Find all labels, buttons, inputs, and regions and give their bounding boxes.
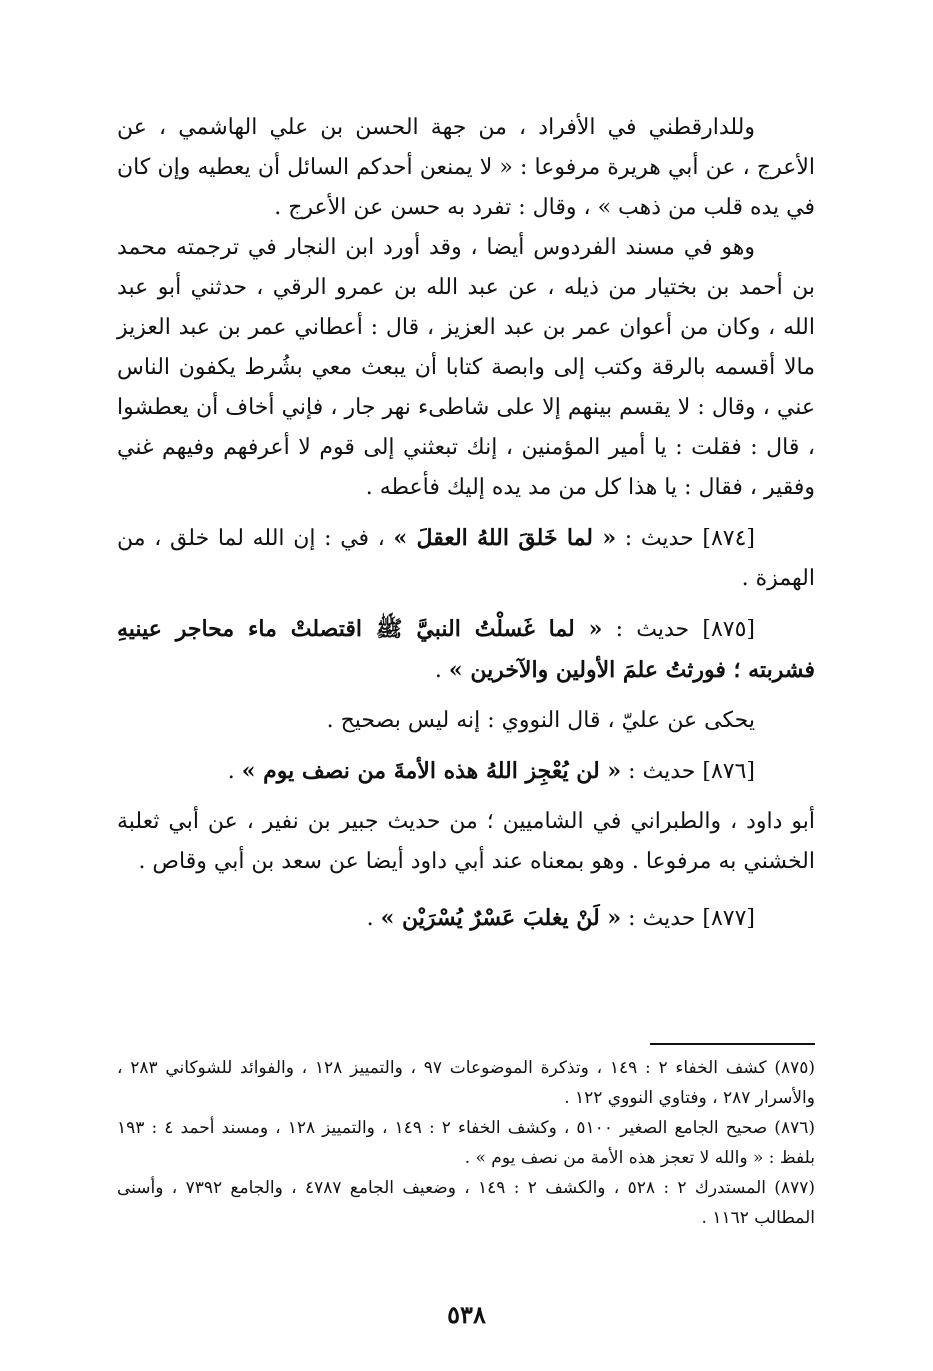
hadith-number: [٨٧٦] حديث : — [621, 759, 755, 784]
page-number: ٥٣٨ — [447, 1300, 486, 1329]
hadith-number: [٨٧٤] حديث : — [616, 526, 755, 551]
paragraph: وللدارقطني في الأفراد ، من جهة الحسن بن علي الهاشمي ، عن الأعرج ، عن أبي هريرة مرفوعا : « لا يمنعن أحدكم السائل أن يعطيه وإن كان في يده قلب من ذهب » ، وقال : تفرد به حسن عن الأعرج . — [117, 115, 815, 220]
hadith-quote: « لن يُعْجِز اللهُ هذه الأمةَ من نصف يوم » — [241, 758, 622, 784]
hadith-876 — [117, 751, 815, 792]
hadith-quote: « لما خَلقَ اللهُ العقلَ » — [393, 525, 617, 551]
hadith-877 — [117, 898, 815, 939]
paragraph: أبو داود ، والطبراني في الشاميين ؛ من حديث جبير بن نفير ، عن أبي ثعلبة الخشني به مرفوعا . وهو بمعناه عند أبي داود أيضا عن سعد بن أبي وقاص . — [117, 809, 815, 874]
paragraph: يحكى عن عليّ ، قال النووي : إنه ليس بصحيح . — [326, 708, 755, 733]
hadith-note: . — [434, 658, 449, 683]
hadith-note: . — [366, 906, 381, 931]
footnotes — [117, 1053, 815, 1233]
footnote-divider — [650, 1043, 815, 1045]
footnote-876: (٨٧٦) صحيح الجامع الصغير ٥١٠٠ ، وكشف الخفاء ٢ : ١٤٩ ، والتمييز ١٢٨ ، ومسند أحمد ٤ : ١٩٣ بلفظ : « والله لا تعجز هذه الأمة من نصف يوم » . — [117, 1118, 815, 1168]
main-text — [117, 108, 815, 939]
hadith-note: ، في : إن الله لما خلق ، من الهمزة . — [117, 526, 815, 591]
paragraph: وهو في مسند الفردوس أيضا ، وقد أورد ابن النجار في ترجمته محمد بن أحمد بن بختيار من ذيله ، عن عبد الله بن عمرو الرقي ، حدثني أبو عبد الله ، وكان من أعوان عمر بن عبد العزيز ، قال : أعطاني عمر بن عبد العزيز مالا أقسمه بالرقة وكتب إلى وابصة كتابا أن يبعث معي بشُرط يكفون الناس عني ، وقال : لا يقسم بينهم إلا على شاطىء نهر جار ، فإني أخاف أن يعطشوا ، قال : فقلت : يا أمير المؤمنين ، إنك تبعثني إلى قوم لا أعرفهم وفيهم غني وفقير ، فقال : يا هذا كل من مد يده إليك فأعطه . — [117, 235, 815, 500]
hadith-875 — [117, 609, 815, 691]
hadith-quote: « لَنْ يغلبَ عَسْرٌ يُسْرَيْن » — [380, 905, 622, 931]
hadith-note: . — [227, 759, 242, 784]
hadith-number: [٨٧٧] حديث : — [621, 906, 755, 931]
hadith-quote: « لما غَسلْتُ النبيَّ ﷺ اقتصلتْ ماء محاجر عينيهِ فشربته ؛ فورثتُ علمَ الأولين والآخرين » — [117, 616, 815, 683]
hadith-number: [٨٧٥] حديث : — [602, 617, 755, 642]
hadith-874 — [117, 518, 815, 599]
footnote-877: (٨٧٧) المستدرك ٢ : ٥٢٨ ، والكشف ٢ : ١٤٩ ، وضعيف الجامع ٤٧٨٧ ، والجامع ٧٣٩٢ ، وأسنى المطالب ١١٦٢ . — [117, 1178, 815, 1228]
footnote-875: (٨٧٥) كشف الخفاء ٢ : ١٤٩ ، وتذكرة الموضوعات ٩٧ ، والتمييز ١٢٨ ، والفوائد للشوكاني ٢٨٣ ، والأسرار ٢٨٧ ، وفتاوي النووي ١٢٢ . — [117, 1058, 815, 1108]
